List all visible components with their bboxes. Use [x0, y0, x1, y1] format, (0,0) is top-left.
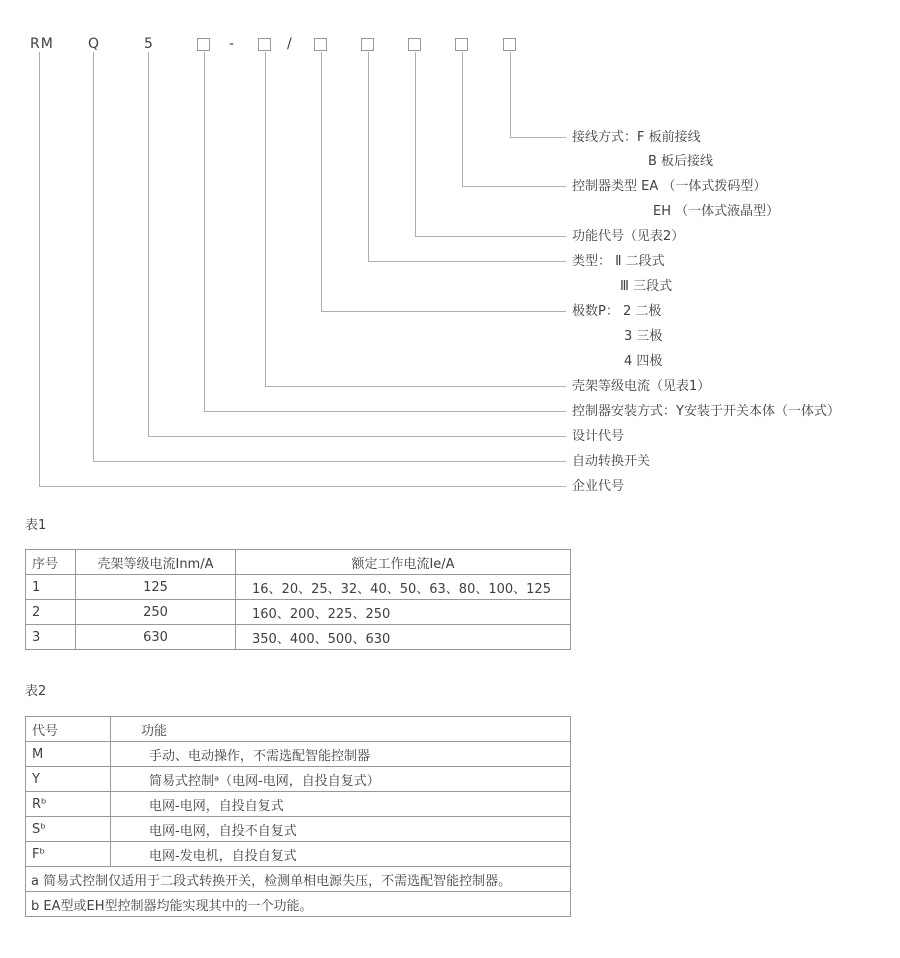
- footnote-text: a 简易式控制仅适用于二段式转换开关，检测单相电源失压，不需选配智能控制器。: [26, 867, 571, 892]
- table2-body: [26, 742, 571, 917]
- table-row: [26, 817, 571, 842]
- model-code-segment: RM: [30, 36, 54, 52]
- table-row: [26, 842, 571, 867]
- table1-caption: 表1: [25, 518, 47, 533]
- model-code-box: [408, 38, 421, 51]
- table-cell: 电网-电网，自投自复式: [111, 792, 571, 817]
- table-row: [26, 625, 571, 650]
- table-cell: 250: [76, 600, 236, 625]
- model-code-segment: -: [229, 36, 236, 52]
- column-header: 序号: [26, 550, 76, 575]
- callout-label: 控制器类型 EA （一体式拨码型）: [572, 179, 767, 194]
- callout-label: 设计代号: [572, 429, 625, 444]
- table-cell: 3: [26, 625, 76, 650]
- callout-label: 类型： Ⅱ 二段式: [572, 254, 665, 269]
- model-code-box: [455, 38, 468, 51]
- model-code-box: [197, 38, 210, 51]
- table-cell: 350、400、500、630: [236, 625, 571, 650]
- table-cell: 电网-发电机，自投自复式: [111, 842, 571, 867]
- model-code-box: [258, 38, 271, 51]
- table-cell: Sᵇ: [26, 817, 111, 842]
- callout-sublabel: Ⅲ 三段式: [620, 279, 673, 294]
- table2-caption: 表2: [25, 684, 47, 699]
- table-cell: Fᵇ: [26, 842, 111, 867]
- table-row: [26, 600, 571, 625]
- table-cell: Y: [26, 767, 111, 792]
- model-code-box: [503, 38, 516, 51]
- table-cell: 手动、电动操作，不需选配智能控制器: [111, 742, 571, 767]
- column-header: 壳架等级电流Inm/A: [76, 550, 236, 575]
- column-header: 代号: [26, 717, 111, 742]
- callout-sublabel: 3 三极: [624, 329, 663, 344]
- callout-sublabel: B 板后接线: [648, 154, 714, 169]
- table-cell: 16、20、25、32、40、50、63、80、100、125: [236, 575, 571, 600]
- table1: [25, 549, 571, 650]
- callout-label: 壳架等级电流（见表1）: [572, 379, 711, 394]
- table-cell: M: [26, 742, 111, 767]
- table-cell: 电网-电网，自投不自复式: [111, 817, 571, 842]
- table-row: [26, 575, 571, 600]
- table2-header-row: [26, 717, 571, 742]
- callout-label: 控制器安装方式：Y安装于开关本体（一体式）: [572, 404, 840, 419]
- table-row: [26, 742, 571, 767]
- table-cell: 2: [26, 600, 76, 625]
- table1-header-row: [26, 550, 571, 575]
- callout-label: 接线方式：F 板前接线: [572, 130, 701, 145]
- table-cell: 160、200、225、250: [236, 600, 571, 625]
- column-header: 额定工作电流Ie/A: [236, 550, 571, 575]
- table-cell: 125: [76, 575, 236, 600]
- callout-label: 企业代号: [572, 479, 625, 494]
- footnote-row: [26, 892, 571, 917]
- table-row: [26, 792, 571, 817]
- callout-label: 自动转换开关: [572, 454, 651, 469]
- table-cell: Rᵇ: [26, 792, 111, 817]
- model-code-box: [361, 38, 374, 51]
- callout-label: 功能代号（见表2）: [572, 229, 685, 244]
- table-cell: 1: [26, 575, 76, 600]
- model-code-segment: /: [287, 36, 293, 52]
- model-code-segment: Q: [88, 36, 101, 52]
- callout-label: 极数P： 2 二极: [572, 304, 662, 319]
- table2: [25, 716, 571, 917]
- footnote-row: [26, 867, 571, 892]
- callout-line: [39, 52, 566, 487]
- model-code-segment: 5: [144, 36, 154, 52]
- footnote-text: b EA型或EH型控制器均能实现其中的一个功能。: [26, 892, 571, 917]
- callout-sublabel: 4 四极: [624, 354, 663, 369]
- model-code-box: [314, 38, 327, 51]
- callout-sublabel: EH （一体式液晶型）: [653, 204, 780, 219]
- table-cell: 630: [76, 625, 236, 650]
- column-header: 功能: [111, 717, 571, 742]
- table-row: [26, 767, 571, 792]
- table-cell: 简易式控制ᵃ（电网-电网，自投自复式）: [111, 767, 571, 792]
- table1-body: [26, 575, 571, 650]
